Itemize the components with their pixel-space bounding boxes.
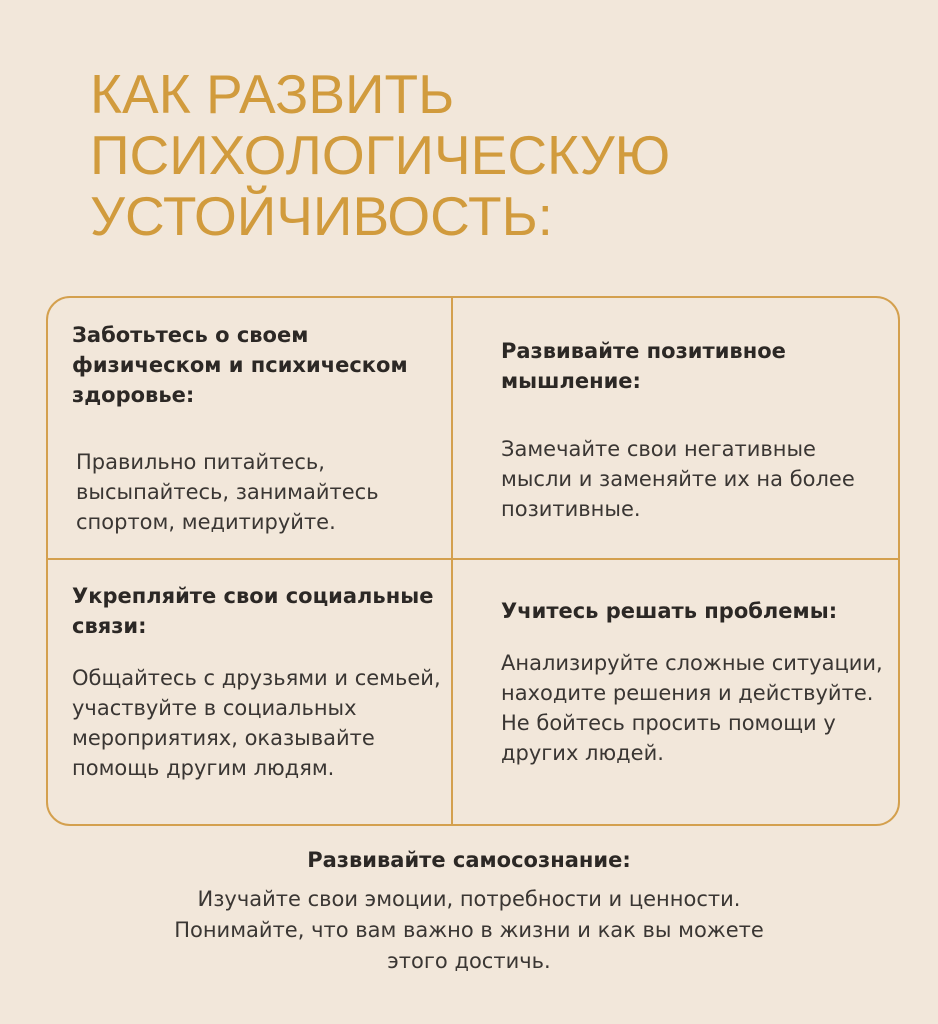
tip-heading: Учитесь решать проблемы: <box>501 599 838 623</box>
grid-divider-vertical <box>451 298 453 824</box>
grid-divider-horizontal <box>48 558 898 560</box>
tip-card-health <box>72 320 442 537</box>
tip-heading: Укрепляйте свои социальные связи: <box>72 584 434 638</box>
tips-grid <box>46 296 900 826</box>
title-line-2: ПСИХОЛОГИЧЕСКУЮ <box>90 124 671 186</box>
tip-text: Замечайте свои негативные мысли и заменяйте их на более позитивные. <box>501 437 855 521</box>
tip-text: Правильно питайтесь, высыпайтесь, занимайтесь спортом, медитируйте. <box>76 450 379 534</box>
tip-heading: Заботьтесь о своем физическом и психическом здоровье: <box>72 323 408 407</box>
tip-card-problem-solving <box>501 596 891 768</box>
footer-heading: Развивайте самосознание: <box>307 848 631 872</box>
footer-text: Изучайте свои эмоции, потребности и ценности. Понимайте, что вам важно в жизни и как вы можете этого достичь. <box>174 887 764 973</box>
tip-text: Общайтесь с друзьями и семьей, участвуйте в социальных мероприятиях, оказывайте помощь другим людям. <box>72 666 441 780</box>
tip-text: Анализируйте сложные ситуации, находите решения и действуйте. Не бойтесь просить помощи у других людей. <box>501 651 883 765</box>
title-line-1: КАК РАЗВИТЬ <box>90 63 455 125</box>
tip-heading: Развивайте позитивное мышление: <box>501 339 786 393</box>
tip-card-positive-thinking <box>501 336 891 524</box>
title-line-3: УСТОЙЧИВОСТЬ: <box>90 185 553 247</box>
page-title <box>90 64 890 247</box>
tip-card-social-connections <box>72 581 442 783</box>
